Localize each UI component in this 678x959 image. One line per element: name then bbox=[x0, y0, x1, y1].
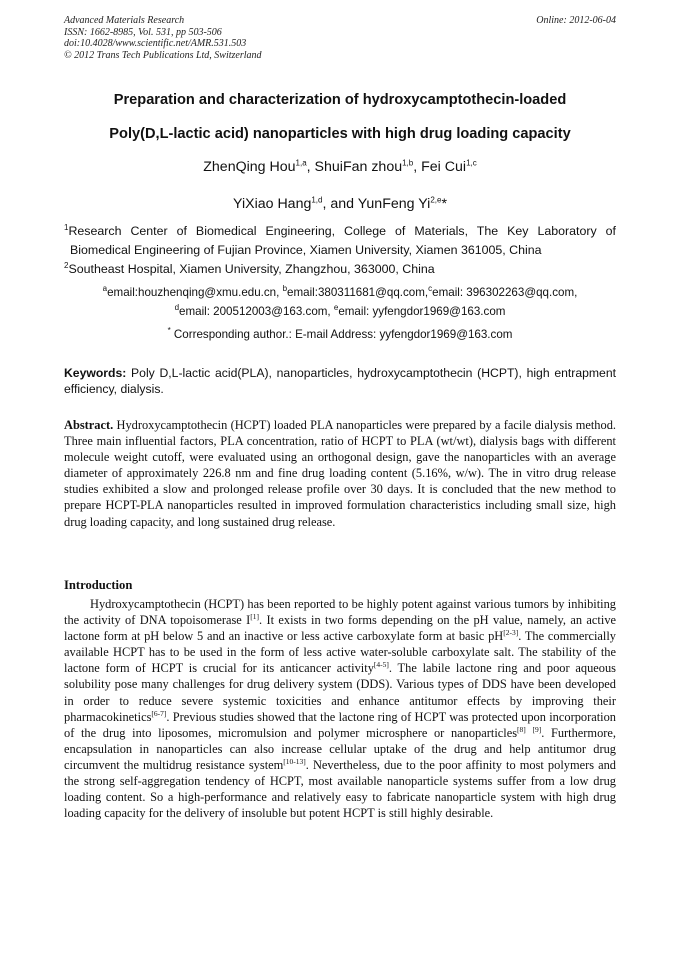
email-mark: b bbox=[282, 284, 288, 294]
corresponding-author: Corresponding author.: E-mail Address: yyfengdor1969@163.com bbox=[170, 328, 513, 341]
email-c: email: 396302263@qq.com, bbox=[432, 286, 578, 299]
email-mark: e bbox=[333, 303, 339, 313]
author-name: ZhenQing Hou bbox=[203, 159, 296, 175]
affiliation-1-text: Research Center of Biomedical Engineering, College of Materials, The Key Laboratory of bbox=[68, 224, 616, 238]
author-separator: , bbox=[306, 159, 315, 175]
affiliations bbox=[64, 222, 616, 279]
paper-title-line-1: Preparation and characterization of hydroxycamptothecin-loaded bbox=[113, 92, 567, 108]
journal-name: Advanced Materials Research bbox=[64, 15, 185, 26]
introduction-paragraph bbox=[64, 596, 616, 821]
journal-header bbox=[64, 15, 616, 61]
email-e: email: yyfengdor1969@163.com bbox=[338, 305, 506, 318]
citation: [2-3] bbox=[503, 628, 519, 638]
citation: [9] bbox=[532, 724, 542, 734]
email-b: email:380311681@qq.com, bbox=[287, 286, 429, 299]
intro-text: . Furthermore, encapsulation in nanoparticles can also increase cellular uptake of the drug and help antitumor drug circumvent the multidrug resistance system bbox=[64, 725, 616, 772]
abstract-label: Abstract. bbox=[64, 418, 114, 432]
author-conjunction: , and bbox=[322, 196, 358, 212]
citation: [1] bbox=[250, 611, 260, 621]
online-date: Online: 2012-06-04 bbox=[536, 15, 616, 26]
citation: [10-13] bbox=[283, 756, 306, 766]
author-affiliation-mark: 1,d bbox=[311, 195, 323, 205]
journal-copyright: © 2012 Trans Tech Publications Ltd, Switzerland bbox=[64, 49, 262, 61]
affiliation-mark: 2 bbox=[64, 260, 69, 270]
author-affiliation-mark: 1,a bbox=[295, 158, 307, 168]
affiliation-1-line-1 bbox=[64, 222, 616, 241]
author-name: Fei Cui bbox=[421, 159, 467, 175]
corresponding-author-line bbox=[64, 325, 616, 344]
affiliation-2-text: Southeast Hospital, Xiamen University, Zhangzhou, 363000, China bbox=[68, 262, 435, 276]
email-mark: c bbox=[428, 284, 433, 294]
corresponding-star: * bbox=[441, 196, 447, 212]
author-name: YunFeng Yi bbox=[357, 196, 431, 212]
abstract-text: Hydroxycamptothecin (HCPT) loaded PLA nanoparticles were prepared by a facile dialysis method. Three main influential factors, PLA concentration, ratio of HCPT to PLA (wt/wt), dialysis bags with different molecule weight cutoff, were evaluated using an orthogonal design, gave the nanoparticles with an average diameter of approximately 226.8 nm and fine drug loading content (5.16%, w/w). The in vitro drug release studies exhibited a slow and prolonged release profile over 30 days. It is concluded that the new method to prepare HCPT-PLA nanoparticles resulted in improved formulation characteristics including small size, high drug loading capacity, and long sustained drug release. bbox=[64, 418, 616, 529]
email-a: email:houzhenqing@xmu.edu.cn, bbox=[107, 286, 283, 299]
affiliation-1-line-2: Biomedical Engineering of Fujian Province, Xiamen University, Xiamen 361005, China bbox=[70, 243, 542, 257]
intro-text: . Previous studies showed that the lactone ring of HCPT was protected upon incorporation of the drug into liposomes, micromulsion and polymer microsphere or nanoparticles bbox=[64, 709, 616, 740]
corresponding-mark: * bbox=[167, 326, 171, 336]
journal-issn: ISSN: 1662-8985, Vol. 531, pp 503-506 bbox=[64, 26, 222, 38]
author-affiliation-mark: 1,c bbox=[466, 158, 477, 168]
email-line-2 bbox=[64, 302, 616, 321]
affiliation-2 bbox=[64, 260, 616, 279]
citation: [8] bbox=[517, 724, 526, 734]
email-line-1 bbox=[64, 283, 616, 302]
email-mark: a bbox=[102, 284, 108, 294]
author-affiliation-mark: 2,e bbox=[430, 195, 442, 205]
citation: [6-7] bbox=[151, 708, 167, 718]
intro-text: . It exists in two forms depending on the pH value, namely, an active lactone form at pH below 5 and an inactive or less active carboxylate form at basic pH bbox=[64, 613, 617, 644]
author-affiliation-mark: 1,b bbox=[402, 158, 414, 168]
author-separator: , bbox=[413, 159, 422, 175]
email-d: email: 200512003@163.com, bbox=[179, 305, 334, 318]
intro-text: Hydroxycamptothecin (HCPT) has been reported to be highly potent against various tumors by inhibiting the activity of DNA topoisomerase I bbox=[64, 597, 616, 628]
intro-text: . The labile lactone ring and poor aqueous solubility pose many challenges for drug delivery system (DDS). Various types of DDS have been developed in order to reduce severe systemic toxicities and enhance antitumor effects by improving their pharmacokinetics bbox=[64, 661, 616, 724]
introduction-heading: Introduction bbox=[64, 578, 133, 592]
author-line-1 bbox=[64, 159, 616, 175]
author-name: YiXiao Hang bbox=[233, 196, 312, 212]
keywords-text: Poly D,L-lactic acid(PLA), nanoparticles, hydroxycamptothecin (HCPT), high entrapment efficiency, dialysis. bbox=[64, 366, 616, 396]
citation: [4-5] bbox=[373, 660, 389, 670]
keywords bbox=[64, 366, 616, 397]
journal-doi: doi:10.4028/www.scientific.net/AMR.531.503 bbox=[64, 38, 247, 49]
affiliation-mark: 1 bbox=[64, 222, 69, 232]
author-line-2 bbox=[64, 196, 616, 212]
paper-title-line-2: Poly(D,L-lactic acid) nanoparticles with high drug loading capacity bbox=[109, 126, 571, 142]
abstract bbox=[64, 417, 616, 530]
intro-text: . Nevertheless, due to the poor affinity to most polymers and the strong self-aggregation tendency of HCPT, most available nanoparticle systems suffer from a low drug loading content. So a high-performance and relatively easy to fabricate nanoparticle system with high drug loading capacity for the delivery of insoluble but potent HCPT is still highly desirable. bbox=[64, 757, 616, 821]
intro-text: . The commercially available HCPT has to be used in the form of less active water-soluble carboxylate salt. The stability of the lactone form of HCPT is crucial for its anticancer activity bbox=[64, 629, 617, 676]
email-mark: d bbox=[174, 303, 180, 313]
keywords-label: Keywords: bbox=[64, 366, 127, 380]
author-name: ShuiFan zhou bbox=[314, 159, 403, 175]
